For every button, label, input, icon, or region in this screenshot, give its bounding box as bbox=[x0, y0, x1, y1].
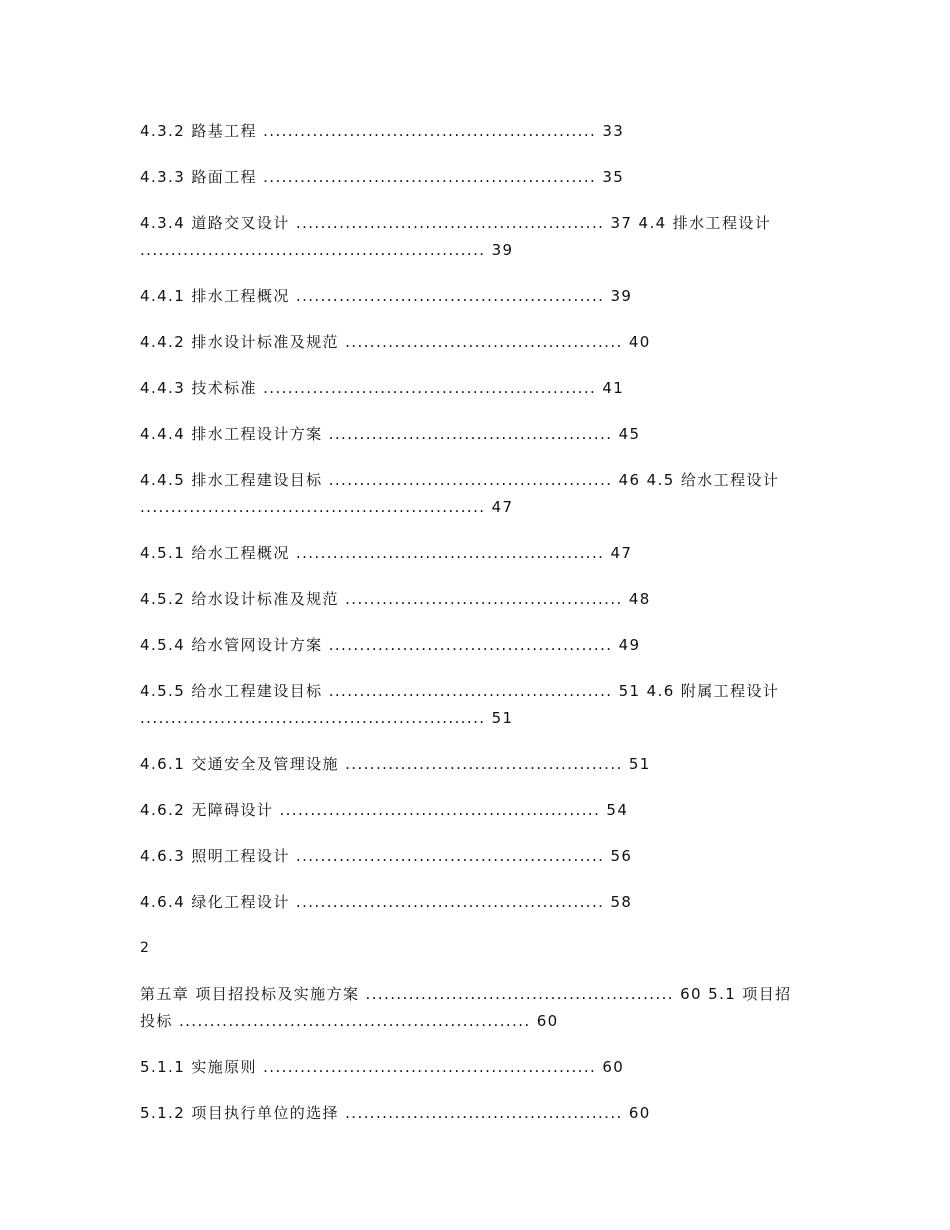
toc-entry: 5.1.1 实施原则 ...................................................... 60 bbox=[140, 1058, 625, 1076]
toc-entry: 4.5.4 给水管网设计方案 .............................................. 49 bbox=[140, 636, 641, 654]
toc-entry: 4.6.4 绿化工程设计 .................................................. 58 bbox=[140, 893, 633, 911]
toc-entry: 4.5.1 给水工程概况 .................................................. 47 bbox=[140, 544, 633, 562]
toc-entry: 4.4.5 排水工程建设目标 .............................................. 46 4.5 给水工程设计 ........................................................ 47 bbox=[140, 471, 780, 516]
toc-entry: 4.3.4 道路交叉设计 .................................................. 37 4.4 排水工程设计 ........................................................ 39 bbox=[140, 214, 772, 259]
toc-entry: 4.3.2 路基工程 ...................................................... 33 bbox=[140, 122, 625, 140]
toc-entry: 4.5.5 给水工程建设目标 .............................................. 51 4.6 附属工程设计 ........................................................ 51 bbox=[140, 682, 780, 727]
table-of-contents bbox=[140, 118, 804, 1146]
toc-entry: 4.4.3 技术标准 ...................................................... 41 bbox=[140, 379, 625, 397]
toc-entry: 第五章 项目招投标及实施方案 .................................................. 60 5.1 项目招投标 ......................................................... 60 bbox=[140, 985, 792, 1030]
toc-entry: 4.3.3 路面工程 ...................................................... 35 bbox=[140, 168, 625, 186]
toc-entry: 4.4.4 排水工程设计方案 .............................................. 45 bbox=[140, 425, 641, 443]
toc-entry: 4.6.2 无障碍设计 .................................................... 54 bbox=[140, 801, 629, 819]
toc-entry: 4.5.2 给水设计标准及规范 ............................................. 48 bbox=[140, 590, 651, 608]
toc-entry: 5.1.2 项目执行单位的选择 ............................................. 60 bbox=[140, 1104, 651, 1122]
toc-entry: 4.4.1 排水工程概况 .................................................. 39 bbox=[140, 287, 633, 305]
toc-entry: 4.6.3 照明工程设计 .................................................. 56 bbox=[140, 847, 633, 865]
page-number: 2 bbox=[140, 940, 149, 956]
toc-entry: 4.4.2 排水设计标准及规范 ............................................. 40 bbox=[140, 333, 651, 351]
toc-entry: 4.6.1 交通安全及管理设施 ............................................. 51 bbox=[140, 755, 651, 773]
